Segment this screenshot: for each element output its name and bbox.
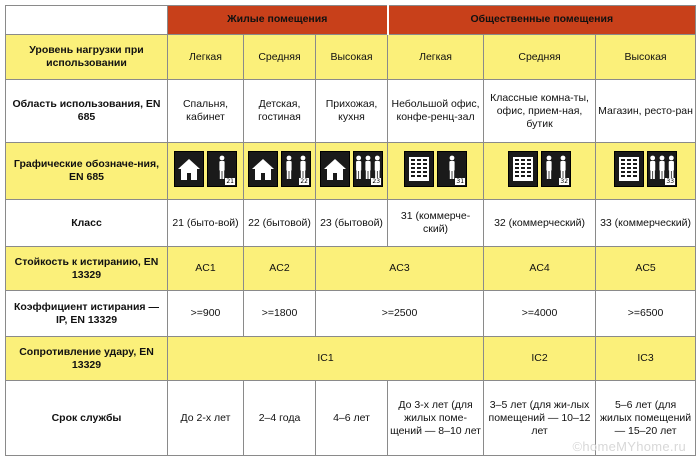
row-impact — [6, 336, 696, 380]
cell-load-2: Средняя — [244, 34, 316, 80]
watermark: ©homeMYhome.ru — [572, 439, 686, 454]
cell-class-6: 33 (коммерческий) — [596, 200, 696, 247]
class-number-label: 31 — [456, 177, 465, 185]
cell-area-6: Магазин, ресто-ран — [596, 80, 696, 142]
row-coef — [6, 291, 696, 337]
row-header-impact: Сопротивление удару, EN 13329 — [6, 336, 168, 380]
cell-symbol-4 — [388, 142, 484, 200]
group-header-row — [6, 6, 696, 35]
row-abrasion — [6, 247, 696, 291]
cell-life-3: 4–6 лет — [316, 381, 388, 456]
group-public: Общественные помещения — [388, 6, 696, 35]
house-icon — [248, 151, 278, 187]
row-class — [6, 200, 696, 247]
cell-area-5: Классные комна-ты, офис, прием-ная, бутик — [484, 80, 596, 142]
row-header-load: Уровень нагрузки при использовании — [6, 34, 168, 80]
cell-impact-ic3: IC3 — [596, 336, 696, 380]
cell-area-1: Спальня, кабинет — [168, 80, 244, 142]
cell-symbol-2 — [244, 142, 316, 200]
house-icon — [174, 151, 204, 187]
row-header-symbols: Графические обозначе-ния, EN 685 — [6, 142, 168, 200]
cell-coef-2500: >=2500 — [316, 291, 484, 337]
two-persons-icon — [281, 151, 311, 187]
row-header-area: Область использования, EN 685 — [6, 80, 168, 142]
cell-load-3: Высокая — [316, 34, 388, 80]
office-building-icon — [508, 151, 538, 187]
cell-symbol-5 — [484, 142, 596, 200]
three-persons-icon — [353, 151, 383, 187]
cell-life-2: 2–4 года — [244, 381, 316, 456]
class-number-label: 33 — [666, 177, 675, 185]
row-load — [6, 34, 696, 80]
row-header-life: Срок службы — [6, 381, 168, 456]
two-persons-icon — [541, 151, 571, 187]
row-header-class: Класс — [6, 200, 168, 247]
house-icon — [320, 151, 350, 187]
cell-symbol-1 — [168, 142, 244, 200]
cell-area-2: Детская, гостиная — [244, 80, 316, 142]
cell-life-5: 3–5 лет (для жи-лых помещений — 10–12 лет — [484, 381, 596, 456]
cell-load-1: Легкая — [168, 34, 244, 80]
cell-life-4: До 3-х лет (для жилых поме-щений — 8–10 лет — [388, 381, 484, 456]
cell-class-3: 23 (бытовой) — [316, 200, 388, 247]
row-header-coef: Коэффициент истирания — IP, EN 13329 — [6, 291, 168, 337]
cell-load-5: Средняя — [484, 34, 596, 80]
class-number-label: 22 — [300, 177, 308, 185]
cell-abrasion-ac1: AC1 — [168, 247, 244, 291]
corner-cell — [6, 6, 168, 35]
cell-class-4: 31 (коммерче-ский) — [388, 200, 484, 247]
row-header-abrasion: Стойкость к истиранию, EN 13329 — [6, 247, 168, 291]
cell-life-1: До 2-х лет — [168, 381, 244, 456]
cell-coef-900: >=900 — [168, 291, 244, 337]
cell-area-3: Прихожая, кухня — [316, 80, 388, 142]
person-icon — [437, 151, 467, 187]
class-number-label: 21 — [226, 177, 234, 185]
row-symbols — [6, 142, 696, 200]
cell-abrasion-ac5: AC5 — [596, 247, 696, 291]
group-residential: Жилые помещения — [168, 6, 388, 35]
person-icon — [207, 151, 237, 187]
class-number-label: 32 — [560, 177, 569, 185]
cell-load-6: Высокая — [596, 34, 696, 80]
cell-area-4: Небольшой офис, конфе-ренц-зал — [388, 80, 484, 142]
cell-coef-6500: >=6500 — [596, 291, 696, 337]
cell-abrasion-ac2: AC2 — [244, 247, 316, 291]
cell-abrasion-ac4: AC4 — [484, 247, 596, 291]
cell-symbol-3 — [316, 142, 388, 200]
cell-load-4: Легкая — [388, 34, 484, 80]
cell-class-2: 22 (бытовой) — [244, 200, 316, 247]
row-area — [6, 80, 696, 142]
cell-symbol-6 — [596, 142, 696, 200]
cell-life-6: 5–6 лет (для жилых помещений — 15–20 лет — [596, 381, 696, 456]
laminate-classes-table — [5, 5, 696, 456]
cell-coef-4000: >=4000 — [484, 291, 596, 337]
cell-class-5: 32 (коммерческий) — [484, 200, 596, 247]
cell-impact-ic1: IC1 — [168, 336, 484, 380]
cell-coef-1800: >=1800 — [244, 291, 316, 337]
cell-abrasion-ac3: AC3 — [316, 247, 484, 291]
office-building-icon — [614, 151, 644, 187]
cell-class-1: 21 (быто-вой) — [168, 200, 244, 247]
class-number-label: 23 — [372, 177, 381, 185]
cell-impact-ic2: IC2 — [484, 336, 596, 380]
office-building-icon — [404, 151, 434, 187]
three-persons-icon — [647, 151, 677, 187]
